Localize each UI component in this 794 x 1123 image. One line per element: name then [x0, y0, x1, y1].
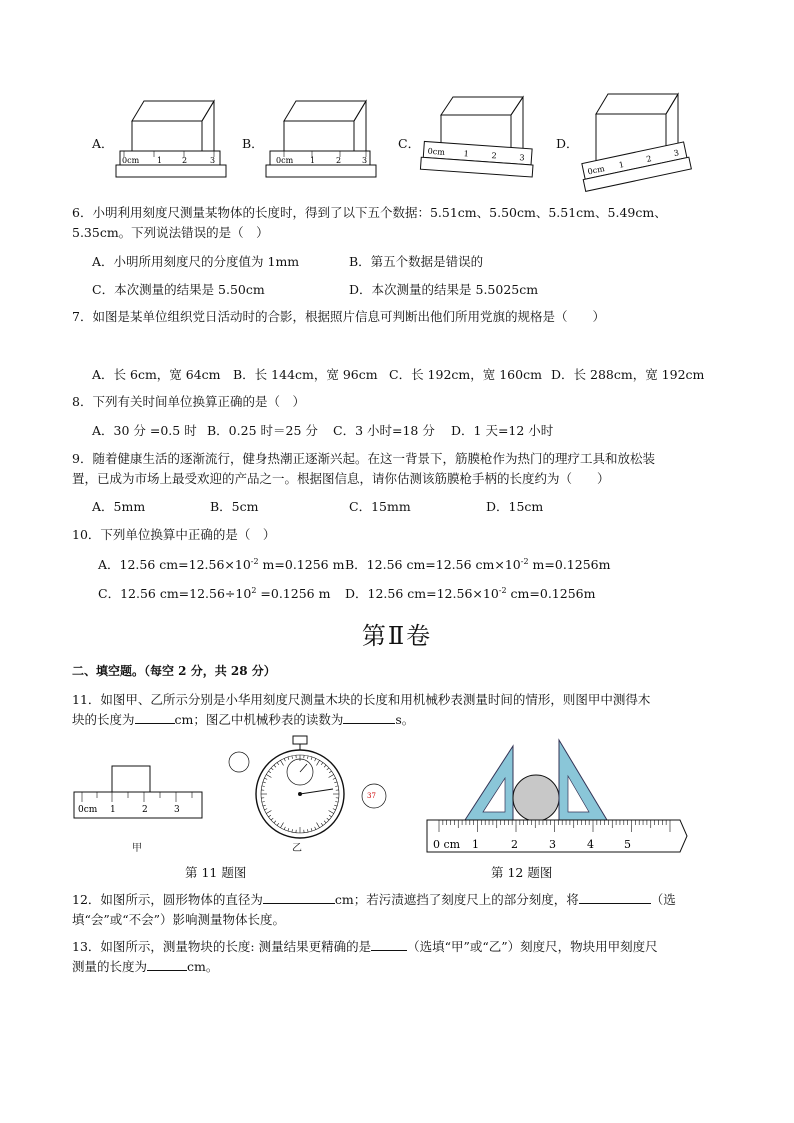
question-8-option-b[interactable]: B．0.25 时＝25 分: [207, 423, 318, 438]
fig12-label-4: 4: [587, 838, 594, 851]
figure-option-a-label: A．: [92, 136, 114, 151]
ruler-b-label-2: 2: [336, 156, 342, 165]
ruler-figure-d: [578, 90, 698, 195]
fig11-jia-label-0: 0cm: [78, 805, 98, 815]
ruler-figure-c: [415, 93, 545, 193]
ruler-c-label-1: 1: [463, 149, 470, 159]
question-8-option-d[interactable]: D．1 天=12 小时: [451, 423, 554, 438]
question-7-option-d[interactable]: D．长 288cm，宽 192cm: [551, 367, 705, 382]
figure-11-jia-label: 甲: [132, 843, 142, 854]
question-6-stem: 6．小明利用刻度尺测量某物体的长度时，得到了以下五个数据：5.51cm、5.50cm、5.51cm、5.49cm、 5.35cm。下列说法错误的是（ ）: [72, 205, 667, 240]
figure-11-jia-ruler: [72, 762, 207, 822]
question-9-option-a[interactable]: A．5mm: [92, 499, 146, 514]
figure-11-caption: 第 11 题图: [185, 865, 247, 880]
q12-blank-1[interactable]: [263, 891, 335, 904]
question-7-stem: 7．如图是某单位组织党日活动时的合影，根据照片信息可判断出他们所用党旗的规格是（ ）: [72, 309, 605, 324]
question-8-option-c[interactable]: C．3 小时=18 分: [333, 423, 435, 438]
fig11-dial-reading: 37: [367, 792, 376, 800]
question-8-stem: 8．下列有关时间单位换算正确的是（ ）: [72, 394, 305, 409]
question-6-option-b[interactable]: B．第五个数据是错误的: [349, 254, 484, 269]
ruler-figure-b: [262, 95, 392, 190]
ruler-b-label-3: 3: [362, 156, 368, 165]
ruler-d-label-0: 0cm: [586, 164, 606, 177]
ruler-c-label-2: 2: [491, 151, 497, 161]
question-8-option-a[interactable]: A．30 分 =0.5 时: [92, 423, 197, 438]
question-6-option-c[interactable]: C．本次测量的结果是 5.50cm: [92, 282, 265, 297]
ruler-d-label-1: 1: [618, 159, 625, 170]
question-7-option-c[interactable]: C．长 192cm，宽 160cm: [389, 367, 542, 382]
section-2-heading: 二、填空题。（每空 2 分，共 28 分）: [72, 664, 276, 678]
question-9-option-d[interactable]: D．15cm: [486, 499, 544, 514]
ruler-a-label-3: 3: [210, 156, 216, 165]
question-10-option-a[interactable]: A．12.56 $cm=12.56\times 10^{-2}$ m=0.1256 m: [98, 556, 345, 572]
question-6-option-a[interactable]: A．小明所用刻度尺的分度值为 1mm: [92, 254, 300, 269]
fig12-label-3: 3: [549, 838, 556, 851]
q11-blank-2[interactable]: [343, 711, 395, 724]
ruler-b-label-0: 0cm: [276, 156, 294, 165]
ruler-a-label-1: 1: [157, 156, 163, 165]
figure-12-caption: 第 12 题图: [491, 865, 553, 880]
fig11-jia-label-3: 3: [174, 805, 180, 815]
ruler-c-label-0: 0cm: [427, 146, 446, 157]
question-7-option-b[interactable]: B．长 144cm，宽 96cm: [233, 367, 378, 382]
fig11-jia-label-1: 1: [110, 805, 116, 815]
q13-blank-1[interactable]: [371, 938, 407, 951]
question-9-option-c[interactable]: C．15mm: [349, 499, 411, 514]
question-13-stem: 13．如图所示，测量物块的长度: 测量结果更精确的是 （选填“甲”或“乙”）刻度尺，物块用甲刻度尺 测量的长度为 cm。: [72, 939, 658, 974]
ruler-a-label-2: 2: [182, 156, 188, 165]
fig12-label-5: 5: [624, 838, 631, 851]
figure-option-d-label: D．: [556, 136, 579, 151]
question-10-option-b[interactable]: B．12.56 cm=12.56 $cm\times 10^{-2}$ m=0.1256m: [345, 556, 611, 572]
ruler-d-label-2: 2: [645, 154, 653, 164]
question-10-stem: 10．下列单位换算中正确的是（ ）: [72, 527, 276, 542]
figure-12-ruler: [425, 736, 690, 856]
q13-blank-2[interactable]: [147, 958, 187, 971]
ruler-a-label-0: 0cm: [122, 156, 140, 165]
ruler-figure-a: [112, 95, 242, 190]
question-6-option-d[interactable]: D．本次测量的结果是 5.5025cm: [349, 282, 539, 297]
ruler-b-label-1: 1: [310, 156, 316, 165]
figure-11-yi-label: 乙: [292, 843, 302, 854]
fig12-label-0: 0 cm: [433, 838, 461, 851]
figure-option-b-label: B．: [242, 136, 264, 151]
question-12-stem: 12．如图所示，圆形物体的直径为 cm；若污渍遮挡了刻度尺上的部分刻度，将 （选 填“会”或“不会”）影响测量物体长度。: [72, 892, 676, 927]
question-10-option-d[interactable]: D．12.56 $cm=12.56\times 10^{-2}$ cm=0.1256m: [345, 585, 596, 601]
question-10-option-c[interactable]: C．12.56 $cm=12.56\div 10^2 =0.1256$ m: [98, 585, 331, 601]
ruler-d-label-3: 3: [672, 148, 680, 159]
figure-11-yi-stopwatch: [225, 734, 405, 839]
q11-blank-1[interactable]: [135, 711, 175, 724]
question-9-option-b[interactable]: B．5cm: [210, 499, 259, 514]
fig12-label-1: 1: [472, 838, 479, 851]
question-7-option-a[interactable]: A．长 6cm，宽 64cm: [92, 367, 221, 382]
section-title: 第Ⅱ卷: [361, 622, 433, 650]
fig12-label-2: 2: [511, 838, 518, 851]
question-11-stem: 11．如图甲、乙所示分别是小华用刻度尺测量木块的长度和用机械秒表测量时间的情形，则图甲中测得木 块的长度为 cm；图乙中机械秒表的读数为 s。: [72, 692, 651, 727]
fig11-jia-label-2: 2: [142, 805, 148, 815]
q12-blank-2[interactable]: [579, 891, 651, 904]
figure-option-c-label: C．: [398, 136, 421, 151]
question-9-stem: 9．随着健康生活的逐渐流行，健身热潮正逐渐兴起。在这一背景下，筋膜枪作为热门的理疗工具和放松装 置，已成为市场上最受欢迎的产品之一。根据图信息，请你估测该筋膜枪手柄的长度约为（ ）: [72, 451, 655, 486]
ruler-c-label-3: 3: [519, 153, 525, 163]
